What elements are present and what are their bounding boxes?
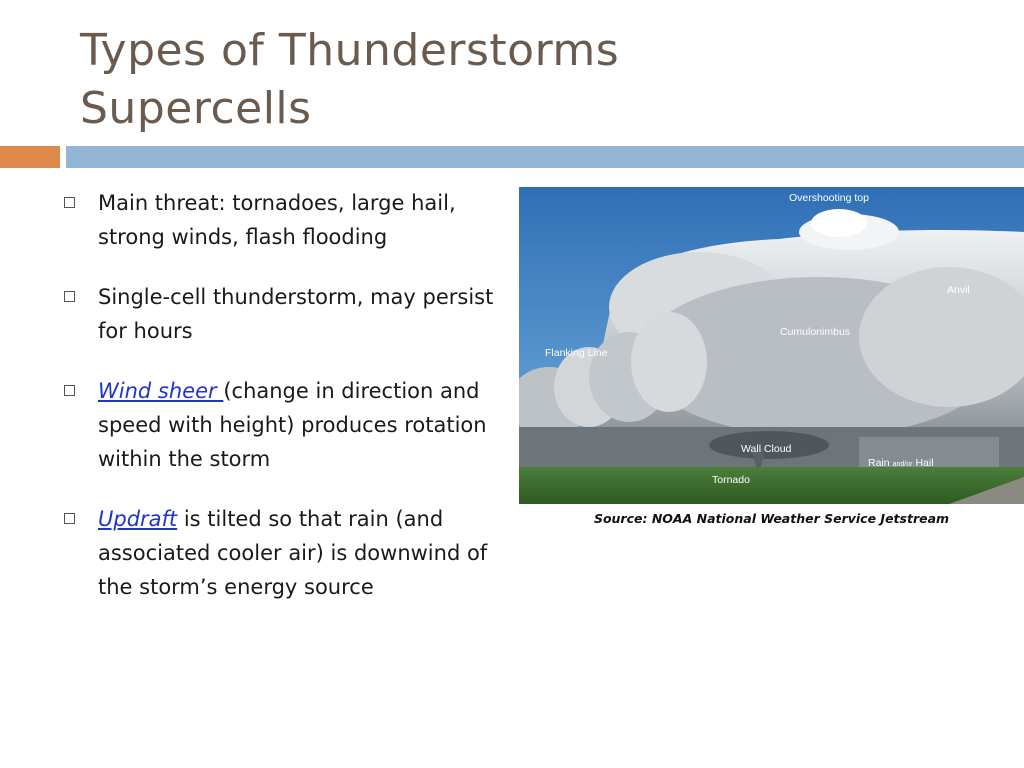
bullet-text: Single-cell thunderstorm, may persist for hours bbox=[98, 285, 494, 343]
label-tornado: Tornado bbox=[712, 474, 750, 486]
bullet-item bbox=[62, 280, 502, 348]
label-and-or: and/or bbox=[892, 461, 913, 468]
label-anvil: Anvil bbox=[947, 284, 970, 296]
title-line-1: Types of Thunderstorms bbox=[80, 25, 620, 76]
bullet-item bbox=[62, 186, 502, 254]
square-bullet-icon bbox=[64, 291, 75, 302]
bullet-item bbox=[62, 502, 502, 604]
label-rain-word: Rain bbox=[868, 457, 890, 469]
accent-bar-blue bbox=[66, 146, 1024, 168]
bullet-text: is tilted so that rain (and associated cooler air) is downwind of the storm’s energy source bbox=[98, 507, 488, 599]
bullet-list bbox=[62, 186, 502, 630]
updraft-link[interactable]: Updraft bbox=[98, 507, 178, 531]
bullet-item bbox=[62, 374, 502, 476]
supercell-photo bbox=[519, 187, 1024, 504]
accent-bar-orange bbox=[0, 146, 60, 168]
label-hail-word: Hail bbox=[915, 457, 934, 469]
bullet-text: Main threat: tornadoes, large hail, strong winds, flash flooding bbox=[98, 191, 456, 249]
square-bullet-icon bbox=[64, 197, 75, 208]
bullet-text: (change in direction and speed with height) produces rotation within the storm bbox=[98, 379, 487, 471]
title-line-2: Supercells bbox=[80, 83, 312, 134]
label-wall-cloud: Wall Cloud bbox=[741, 443, 792, 455]
square-bullet-icon bbox=[64, 513, 75, 524]
label-cumulonimbus: Cumulonimbus bbox=[780, 326, 851, 338]
label-overshooting-top: Overshooting top bbox=[789, 192, 869, 204]
image-source-caption: Source: NOAA National Weather Service Jetstream bbox=[593, 511, 950, 526]
wind-sheer-link[interactable]: Wind sheer bbox=[98, 379, 224, 403]
slide-title bbox=[80, 22, 619, 138]
label-flanking-line: Flanking Line bbox=[545, 347, 608, 359]
square-bullet-icon bbox=[64, 385, 75, 396]
